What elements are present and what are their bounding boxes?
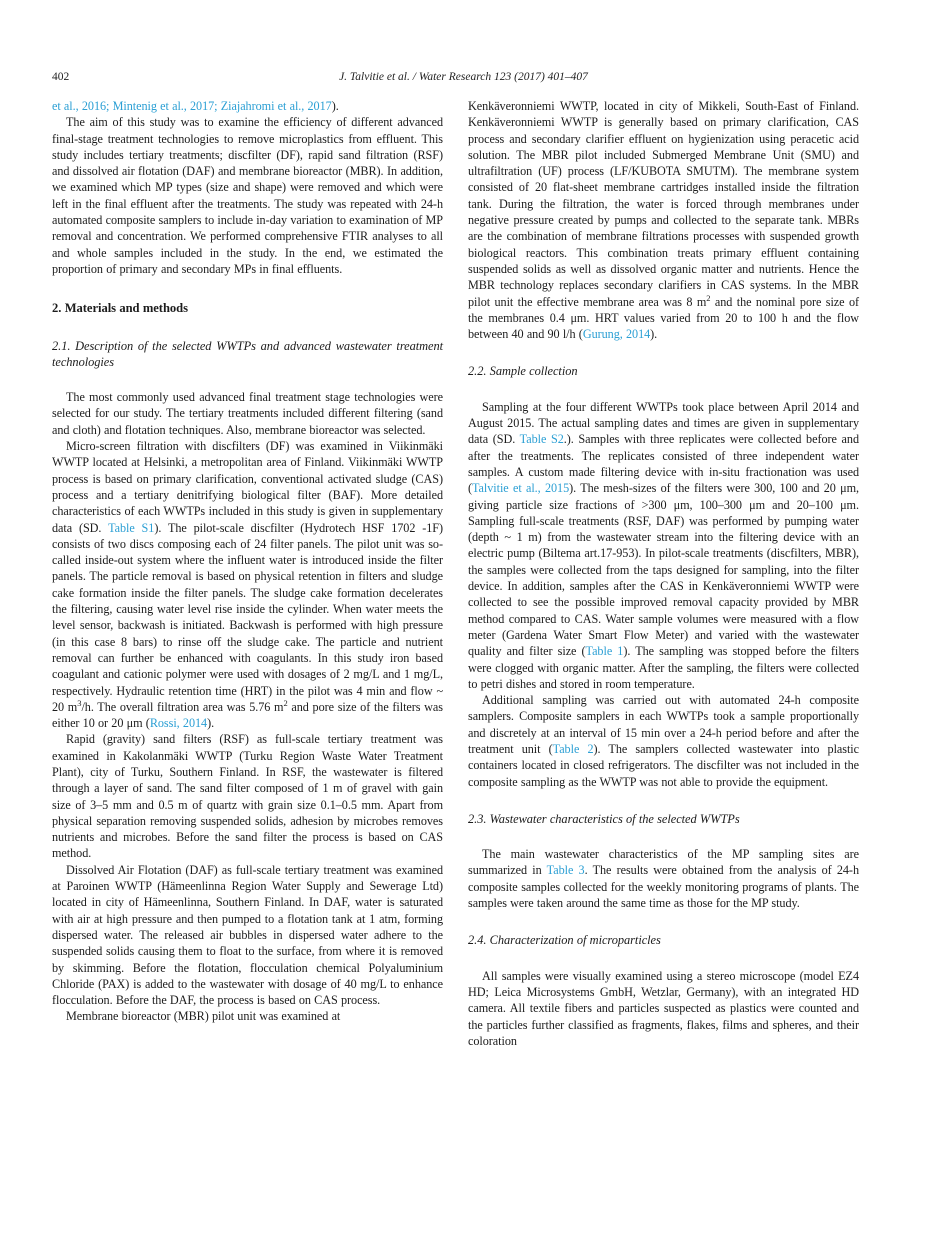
citation-link[interactable]: Table 3 bbox=[546, 863, 585, 878]
page-number: 402 bbox=[52, 71, 70, 83]
column-left bbox=[52, 98, 443, 1049]
paragraph bbox=[468, 692, 859, 790]
text-run: Rapid (gravity) sand filters (RSF) as full-scale tertiary treatment was examined in Kakolanmäki WWTP (Turku Region Waste Water Treatment Plant), city of Turku, Southern Finland. In RSF, the wastewater is filtered through a layer of sand. The sand filter composed of 1 m of gravel with gain size of 3–5 mm and 0.5 m of quartz with grain size 0.1–0.5 mm. Apart from physical separation removing suspended solids, adhesion by microbes removes nutrients and microbes. Before the sand filter the process is based on CAS method. bbox=[52, 732, 443, 861]
text-run: .). Samples with three replicates were collected before and after the treatments. The replicates consisted of three independent water samples. A custom made filtering device with in-situ fractionation was used ( bbox=[468, 432, 859, 496]
citation-link[interactable]: Rossi, 2014 bbox=[149, 716, 208, 731]
subsection-heading bbox=[468, 363, 859, 379]
text-run: 2.4. Characterization of microparticles bbox=[468, 933, 661, 948]
text-run: Membrane bioreactor (MBR) pilot unit was examined at bbox=[66, 1009, 341, 1024]
text-run: and pore size of the filters was either 10 or 20 μm ( bbox=[52, 699, 443, 731]
two-column-body bbox=[52, 98, 875, 1049]
text-run: The main wastewater characteristics of the MP sampling sites are summarized in bbox=[468, 847, 859, 878]
citation-link[interactable]: Gurung, 2014 bbox=[582, 327, 651, 342]
paragraph bbox=[52, 114, 443, 277]
paragraph bbox=[52, 98, 443, 114]
text-run: ). The samplers collected wastewater into plastic containers located in closed refrigerators. The discfilter was not included in the composite sampling as the WWTP was not able to provide the equipment. bbox=[468, 741, 859, 789]
paragraph bbox=[468, 968, 859, 1049]
paragraph bbox=[52, 438, 443, 731]
text-run: Kenkäveronniemi WWTP, located in city of Mikkeli, South-East of Finland. Kenkäveronniemi WWTP is generally based on primary clarification, CAS process and secondary clarifier effluent on hygienization using peracetic acid solution. The MBR pilot included Submerged Membrane Unit (SMU) and ultrafiltration (UF) process (LF/KUBOTA SMUTM). The membrane system consisted of 20 flat-sheet membrane cartridges installed inside the filtration tank. During the filtration, the water is forced through membranes under negative pressure created by pumps and collected to the separate tank. MBRs are the combination of membrane filtrations processes with suspended growth biological reactors. This combination treats primary effluent containing suspended solids as well as dissolved organic matter and nutrients. Hence the MBR technology replaces secondary clarifiers in CAS systems. In the MBR pilot unit the effective membrane area was 8 m bbox=[468, 99, 859, 309]
text-run: and the nominal pore size of the membranes 0.4 μm. HRT values varied from 20 to 100 h and the flow between 40 and 90 l/h ( bbox=[468, 294, 859, 342]
text-run: 2.1. Description of the selected WWTPs and advanced wastewater treatment technologies bbox=[52, 338, 443, 369]
text-run: 2.3. Wastewater characteristics of the selected WWTPs bbox=[468, 811, 740, 826]
section-heading bbox=[52, 300, 443, 316]
citation-link[interactable]: Table 2 bbox=[552, 741, 594, 756]
text-run: Sampling at the four different WWTPs took place between April 2014 and August 2015. The actual sampling dates and times are given in supplementary data (SD. bbox=[468, 399, 859, 447]
paragraph bbox=[52, 1008, 443, 1024]
text-run: The most commonly used advanced final treatment stage technologies were selected for our study. The tertiary treatments included different filtering (sand and cloth) and flotation techniques. Also, membrane bioreactor was selected. bbox=[52, 390, 443, 437]
superscript: 2 bbox=[283, 697, 288, 708]
text-run: Dissolved Air Flotation (DAF) as full-scale tertiary treatment was examined at Paroinen WWTP (Hämeenlinna Region Water Supply and Sewerage Ltd) located in city of Hämeenlinna, Southern Finland. In DAF, water is saturated with air at high pressure and then pumped to a flotation tank at 1 atm, forming dispersed water. The released air bubbles in dispersed water adhere to the suspended solids causing them to float to the surface, from where it is removed by skimming. Before the flotation, flocculation chemical Polyaluminium Chloride (PAX) is added to the wastewater with dosage of 40 mg/L to enhance flocculation. Before the DAF, the process is based on CAS process. bbox=[52, 862, 443, 1008]
text-run: 2.2. Sample collection bbox=[468, 364, 578, 379]
superscript: 2 bbox=[706, 292, 711, 303]
paragraph bbox=[468, 399, 859, 692]
paragraph bbox=[52, 731, 443, 861]
text-run: All samples were visually examined using a stereo microscope (model EZ4 HD; Leica Microsystems GmbH, Wetzlar, Germany), with an integrated HD camera. All textile fibers and particles suspected as plastics were counted and the particles further classified as fragments, flakes, films and spheres, and their coloration bbox=[468, 968, 859, 1048]
subsection-heading bbox=[468, 811, 859, 827]
text-run: ). The mesh-sizes of the filters were 300, 100 and 20 μm, giving particle size fractions of >300 μm, 100–300 μm and 20–100 μm. Sampling full-scale treatments (RSF, DAF) was performed by pumping water (depth ~ 1 m) from the wastewater stream into the filtering device with an electric pump (Biltema art.17-953). In pilot-scale treatments (discfilters, MBR), the samples were collected from the taps designed for sampling, into the filter device. In addition, samples after the CAS in Kenkäveronniemi WWTP were collected to see the possible improved removal capacity provided by MBR method compared to CAS. Water sample volumes were measured with a flow meter (Gardena Water Smart Flow Meter) and varied with the wastewater quality and filter size ( bbox=[468, 481, 859, 659]
text-run: 2. Materials and methods bbox=[52, 301, 188, 316]
page-header bbox=[52, 70, 875, 84]
citation-link[interactable]: Table S2 bbox=[519, 432, 564, 447]
text-run: The aim of this study was to examine the efficiency of different advanced final-stage treatment technologies to remove microplastics from effluent. This study includes tertiary treatments; discfilter (DF), rapid sand filtration (RSF) and dissolved air flotation (DAF) and membrane bioreactor (MBR). In addition, we examined which MP types (size and shape) were removed and which were left in the final effluent after the treatments. The study was repeated with 24-h automated composite samplers to include in-day variation to examination of MP removal and concentration. We performed comprehensive FTIR analyses to all and whole samples included in the study. In the end, we estimated the proportion of primary and secondary MPs in final effluents. bbox=[52, 115, 443, 276]
superscript: 3 bbox=[77, 697, 82, 708]
citation-link[interactable]: Table 1 bbox=[585, 644, 624, 659]
text-run: ). bbox=[650, 327, 658, 342]
column-right bbox=[468, 98, 859, 1049]
text-run: ). The sampling was stopped before the filters were clogged with organic matter. After the sampling, the filters were collected to petri dishes and stored in room temperature. bbox=[468, 644, 859, 691]
text-run: Micro-screen filtration with discfilters (DF) was examined in Viikinmäki WWTP located at Helsinki, a metropolitan area of Finland. Viikinmäki WWTP process is based on primary clarification, conventional activated sludge (CAS) process and a tertiary denitrifying biological filter (BAF). More detailed characteristics of each WWTPs included in this study is given in supplementary data (SD. bbox=[52, 439, 443, 535]
text-run: ). The pilot-scale discfilter (Hydrotech HSF 1702 -1F) consists of two discs composing each of 24 filter panels. The pilot unit was so-called inside-out system where the influent water is introduced inside the filter panels. The particle removal is based on physical retention in filters and sludge cake formation inside the filter panels. The sludge cake formation decelerates the filtering, causing water level rise inside the cylinder. When water meets the level sensor, backwash is initiated. Backwash is performed with high pressure (in this case 8 bars) to rinse off the sludge cake. The particle and nutrient removal can further be enhanced with coagulants. In this study iron based coagulant and cationic polymer were used with dosages of 2 mg/L and 1 mg/L, respectively. Hydraulic retention time (HRT) in the pilot was 4 min and flow ~ 20 m bbox=[52, 520, 444, 714]
paragraph bbox=[52, 389, 443, 438]
citation-link[interactable]: et al., 2016; Mintenig et al., 2017; Ziajahromi et al., 2017 bbox=[52, 99, 332, 113]
citation-link[interactable]: Talvitie et al., 2015 bbox=[472, 481, 570, 496]
paragraph bbox=[468, 846, 859, 911]
subsection-heading bbox=[52, 338, 443, 371]
text-run: Additional sampling was carried out with automated 24-h composite samplers. Composite samplers in each WWTPs took a sample proportionally and discretely at an interval of 15 min over a 24-h period before and after the treatment unit ( bbox=[468, 693, 859, 756]
paragraph bbox=[52, 862, 443, 1009]
text-run: ). bbox=[207, 716, 215, 731]
text-run: /h. The overall filtration area was 5.76 m bbox=[81, 699, 284, 714]
citation-link[interactable]: Table S1 bbox=[108, 520, 155, 535]
paragraph bbox=[468, 98, 859, 342]
running-title: J. Talvitie et al. / Water Research 123 (2017) 401–407 bbox=[339, 71, 588, 83]
text-run: . The results were obtained from the analysis of 24-h composite samples collected for the weekly monitoring programs of plants. The samples were taken around the same time as those for the MP study. bbox=[468, 863, 859, 911]
text-run: ). bbox=[331, 99, 339, 113]
subsection-heading bbox=[468, 932, 859, 948]
